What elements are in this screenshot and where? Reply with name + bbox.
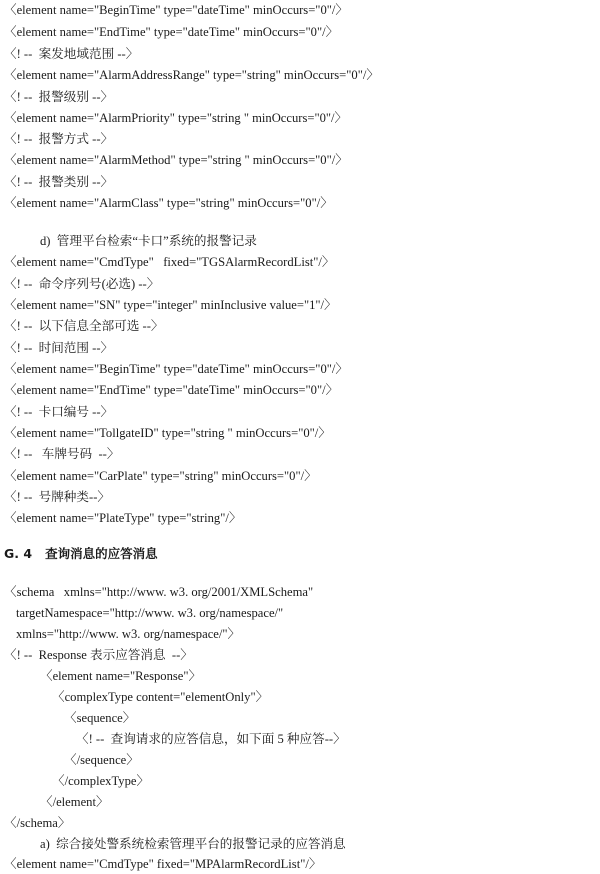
code-line: 〈element name="CmdType" fixed="TGSAlarmRecordList"/〉: [4, 255, 335, 269]
code-line: 〈element name="CmdType" fixed="MPAlarmRecordList"/〉: [4, 857, 322, 871]
code-line: 〈/schema〉: [4, 816, 71, 830]
code-line: 〈element name="CarPlate" type="string" minOccurs="0"/〉: [4, 469, 317, 483]
code-line: 〈element name="PlateType" type="string"/〉: [4, 511, 242, 525]
xml-comment: 〈! -- 号牌种类--〉: [4, 490, 110, 504]
xml-comment: 〈! -- 卡口编号 --〉: [4, 405, 114, 419]
xml-comment: 〈! -- 命令序列号(必选) --〉: [4, 277, 160, 291]
xml-comment: 〈! -- 案发地域范围 --〉: [4, 47, 139, 61]
xml-comment: 〈! -- 报警方式 --〉: [4, 132, 114, 146]
code-line: 〈element name="BeginTime" type="dateTime" minOccurs="0"/〉: [4, 362, 348, 376]
code-line: 〈element name="AlarmAddressRange" type="string" minOccurs="0"/〉: [4, 68, 379, 82]
xml-comment: 〈! -- 查询请求的应答信息，如下面 5 种应答--〉: [76, 732, 346, 746]
xml-comment: 〈! -- 车牌号码 --〉: [4, 447, 120, 461]
code-line: 〈/sequence〉: [64, 753, 139, 767]
code-line: 〈element name="AlarmClass" type="string" minOccurs="0"/〉: [4, 196, 333, 210]
code-line: 〈element name="SN" type="integer" minInclusive value="1"/〉: [4, 298, 337, 312]
code-line: 〈element name="BeginTime" type="dateTime" minOccurs="0"/〉: [4, 3, 348, 17]
code-line: 〈schema xmlns="http://www. w3. org/2001/XMLSchema": [4, 585, 314, 599]
xml-comment: 〈! -- 以下信息全部可选 --〉: [4, 319, 164, 333]
section-item-a: a) 综合接处警系统检索管理平台的报警记录的应答消息: [40, 837, 346, 851]
code-line: 〈sequence〉: [64, 711, 136, 725]
code-line: 〈element name="AlarmMethod" type="string " minOccurs="0"/〉: [4, 153, 348, 167]
section-item-d: d) 管理平台检索“卡口”系统的报警记录: [40, 234, 257, 248]
xml-comment: 〈! -- Response 表示应答消息 --〉: [4, 648, 193, 662]
code-line: 〈element name="TollgateID" type="string " minOccurs="0"/〉: [4, 426, 331, 440]
xml-comment: 〈! -- 报警级别 --〉: [4, 90, 114, 104]
code-line: 〈element name="EndTime" type="dateTime" minOccurs="0"/〉: [4, 383, 339, 397]
section-heading-g4: G. 4 查询消息的应答消息: [4, 546, 158, 561]
code-line: xmlns="http://www. w3. org/namespace/"〉: [16, 627, 241, 641]
code-line: 〈/complexType〉: [52, 774, 150, 788]
code-line: 〈/element〉: [40, 795, 109, 809]
xml-comment: 〈! -- 时间范围 --〉: [4, 341, 114, 355]
code-line: 〈element name="EndTime" type="dateTime" minOccurs="0"/〉: [4, 25, 339, 39]
xml-comment: 〈! -- 报警类别 --〉: [4, 175, 114, 189]
code-line: 〈complexType content="elementOnly"〉: [52, 690, 269, 704]
code-line: targetNamespace="http://www. w3. org/namespace/": [16, 606, 284, 620]
code-line: 〈element name="Response"〉: [40, 669, 202, 683]
code-line: 〈element name="AlarmPriority" type="string " minOccurs="0"/〉: [4, 111, 348, 125]
